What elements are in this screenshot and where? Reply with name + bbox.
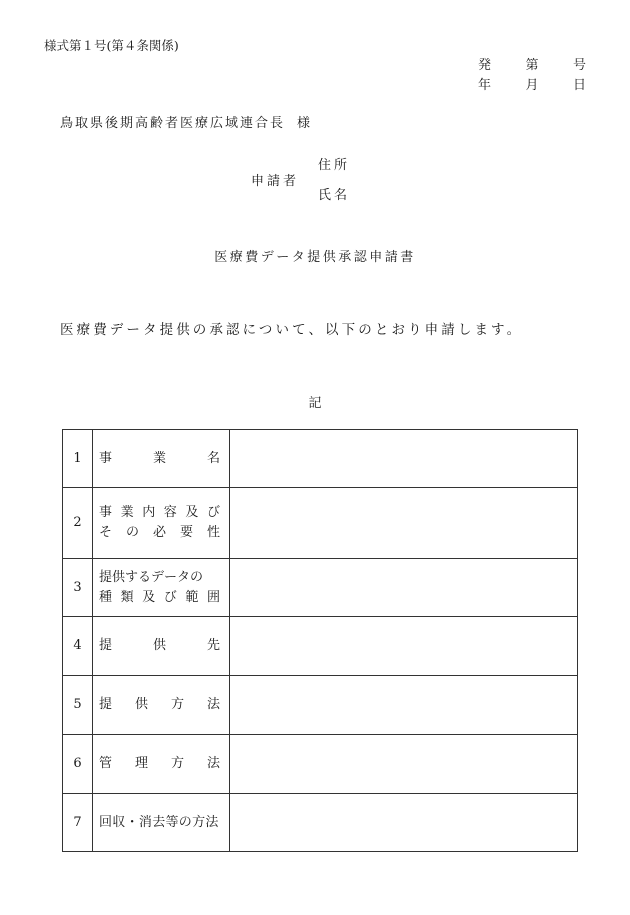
- item-label-text: 理: [134, 756, 148, 771]
- addressee-name: 鳥取県後期高齢者医療広域連合長: [60, 116, 286, 131]
- item-label-text: 囲: [206, 589, 220, 605]
- item-label-text: 種: [99, 589, 113, 605]
- table-row: [63, 430, 578, 488]
- item-label-text: 及: [142, 589, 156, 605]
- issue-number-row: [478, 58, 586, 74]
- item-number: 6: [63, 735, 93, 794]
- item-value-field[interactable]: [230, 617, 578, 676]
- item-label-text: 業: [152, 450, 166, 466]
- item-label-text: 方: [170, 756, 184, 771]
- item-label: [93, 676, 230, 735]
- form-number: 様式第１号(第４条関係): [44, 38, 179, 53]
- item-label-text: 法: [206, 697, 220, 712]
- item-value-field[interactable]: [230, 488, 578, 559]
- item-value-field[interactable]: [230, 559, 578, 617]
- table-row: [63, 488, 578, 559]
- item-label-text: 及: [185, 505, 199, 520]
- table-row: [63, 735, 578, 794]
- applicant-label: 申請者: [251, 174, 300, 189]
- items-table: [62, 429, 578, 852]
- item-value-field[interactable]: [230, 676, 578, 735]
- item-label-text: 先: [206, 638, 220, 653]
- item-label-text: 管: [99, 756, 113, 771]
- item-label-text: 事: [99, 450, 113, 466]
- item-number: 1: [63, 430, 93, 488]
- addressee-honorific: 様: [297, 116, 313, 131]
- item-label-text: の: [125, 525, 139, 540]
- item-label: [93, 617, 230, 676]
- item-label-text: 内: [142, 505, 156, 520]
- item-label-text: 供: [152, 638, 166, 653]
- item-label-text: 名: [206, 450, 220, 466]
- table-row: [63, 617, 578, 676]
- table-row: [63, 559, 578, 617]
- item-label: [93, 559, 230, 617]
- issue-date-row: [478, 78, 586, 94]
- item-label-text: 方: [170, 697, 184, 712]
- item-label-text: 業: [120, 505, 134, 520]
- issue-hatsu: 発: [478, 58, 492, 73]
- intro-text: 医療費データ提供の承認について、以下のとおり申請します。: [60, 322, 524, 338]
- item-label-text: 提供するデータの: [99, 569, 204, 585]
- item-label-text: そ: [99, 525, 113, 540]
- date-year: 年: [478, 78, 492, 93]
- date-month: 月: [525, 78, 539, 93]
- item-label-text: び: [163, 589, 177, 605]
- issue-go: 号: [572, 58, 586, 73]
- item-label-text: 提: [99, 697, 113, 712]
- item-number: 5: [63, 676, 93, 735]
- item-number: 3: [63, 559, 93, 617]
- item-label: [93, 794, 230, 852]
- item-number: 7: [63, 794, 93, 852]
- item-value-field[interactable]: [230, 794, 578, 852]
- item-label-text: 供: [134, 697, 148, 712]
- table-row: [63, 676, 578, 735]
- item-label-text: 法: [206, 756, 220, 771]
- issue-dai: 第: [525, 58, 539, 73]
- item-label-text: 範: [185, 589, 199, 605]
- item-label-text: 容: [163, 505, 177, 520]
- item-label-text: 必: [152, 525, 166, 540]
- item-value-field[interactable]: [230, 735, 578, 794]
- item-number: 2: [63, 488, 93, 559]
- item-label: [93, 430, 230, 488]
- item-label-text: 要: [179, 525, 193, 540]
- document-title: 医療費データ提供承認申請書: [214, 250, 416, 265]
- table-row: [63, 794, 578, 852]
- item-value-field[interactable]: [230, 430, 578, 488]
- item-label-text: 回収・消去等の方法: [99, 814, 219, 830]
- item-label-text: 性: [206, 525, 220, 540]
- item-label-text: 類: [120, 589, 134, 605]
- ki-heading: 記: [308, 396, 322, 411]
- address-label: 住所: [318, 158, 351, 173]
- item-number: 4: [63, 617, 93, 676]
- name-label: 氏名: [318, 188, 351, 203]
- item-label-text: び: [206, 505, 220, 520]
- item-label-text: 提: [99, 638, 113, 653]
- date-day: 日: [572, 78, 586, 93]
- item-label: [93, 735, 230, 794]
- addressee: [60, 116, 312, 132]
- item-label-text: 事: [99, 505, 113, 520]
- item-label: [93, 488, 230, 559]
